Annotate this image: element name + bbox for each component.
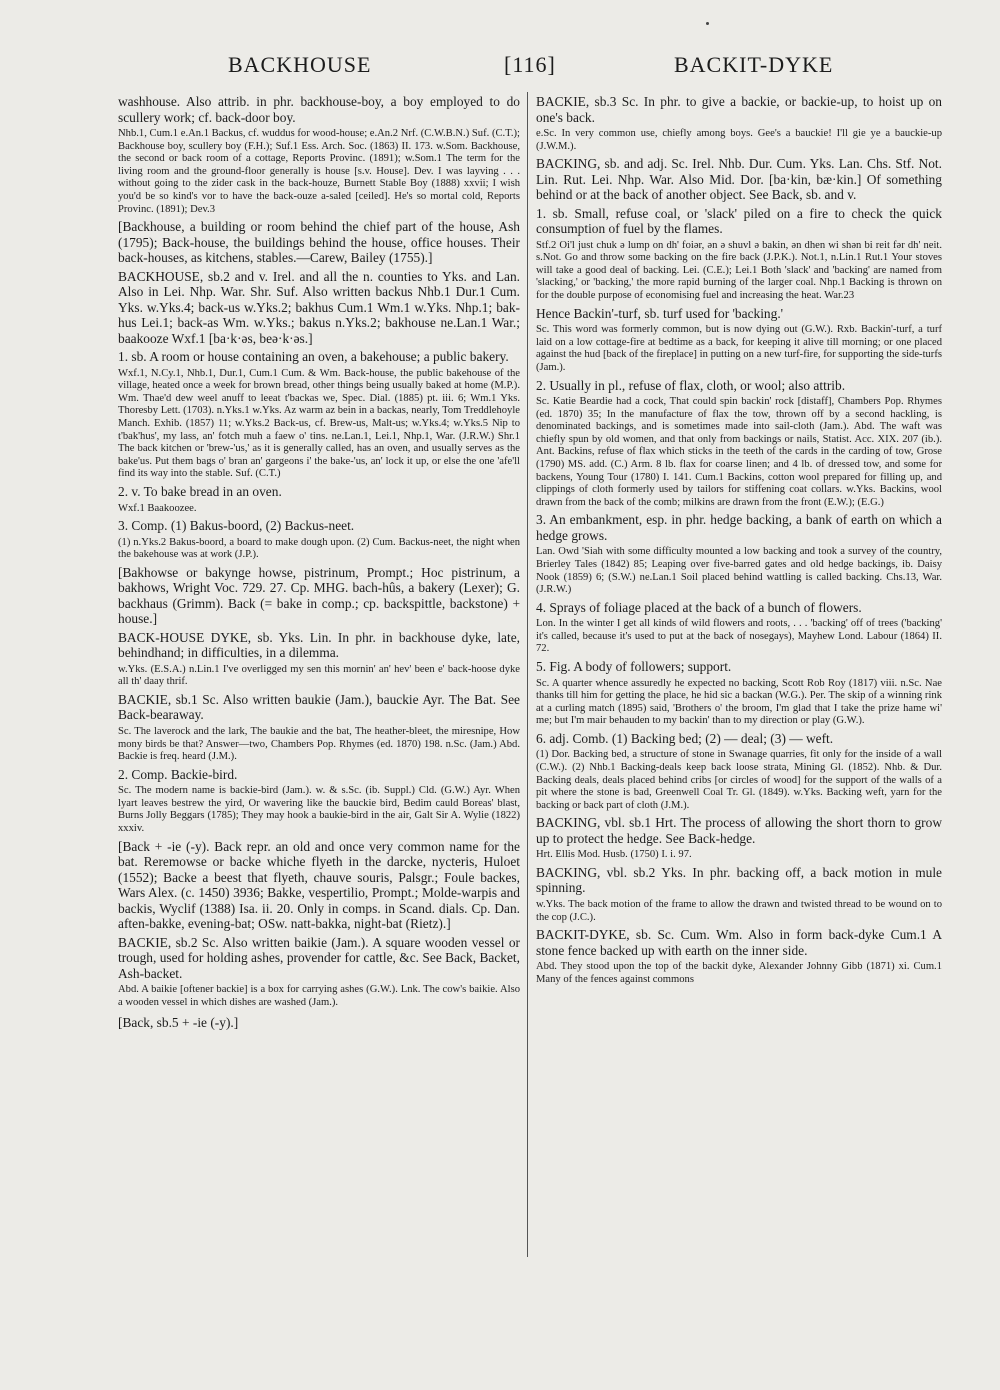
entry-paragraph: BACK-HOUSE DYKE, sb. Yks. Lin. In phr. in backhouse dyke, late, behindhand; in difficulties, in a dilemma.: [118, 629, 520, 661]
entry-paragraph: Hrt. Ellis Mod. Husb. (1750) I. i. 97.: [536, 849, 692, 861]
entry-paragraph: washhouse. Also attrib. in phr. backhouse-boy, a boy employed to do scullery work; cf. back-door boy.: [118, 94, 520, 125]
entry-paragraph: Lan. Owd 'Siah with some difficulty mounted a low backing and took a survey of the country, Brierley Tales (1842) 85; Leaping over five-barred gates and old hedge backings, ib. Daisy Nook (1859) 6; (S.W.) ne.Lan.1 Soil placed behind wattling is called backing. Chs.13, War. (J.R.W.): [536, 546, 942, 596]
entry-paragraph: Hence Backin'-turf, sb. turf used for 'backing.': [536, 305, 784, 321]
entry-paragraph: (1) n.Yks.2 Bakus-boord, a board to make dough upon. (2) Cum. Backus-neet, the night when the bakehouse was at work (J.P.).: [118, 536, 520, 561]
running-header: [100, 52, 840, 84]
entry-paragraph: e.Sc. In very common use, chiefly among boys. Gee's a bauckie! I'll gie ye a bauckie-up (J.W.M.).: [536, 128, 942, 152]
entry-paragraph: 3. Comp. (1) Bakus-boord, (2) Backus-neet.: [118, 518, 355, 534]
left-column: [118, 94, 520, 1356]
entry-paragraph: Lon. In the winter I get all kinds of wild flowers and roots, . . . 'backing' off of trees ('backing' it's called, because it's used to put at the back of nosegays), Mayhew Lond. Labour (1864) II. 72.: [536, 618, 942, 655]
entry-paragraph: 1. sb. A room or house containing an oven, a bakehouse; a public bakery.: [118, 349, 509, 365]
entry-paragraph: 3. An embankment, esp. in phr. hedge backing, a bank of earth on which a hedge grows.: [536, 512, 942, 543]
column-divider: [527, 92, 528, 1257]
entry-paragraph: Sc. This word was formerly common, but is now dying out (G.W.). Rxb. Backin'-turf, a turf laid on a low cottage-fire at bedtime as a back, for keeping it alive till morning; or one placed against the hud [back of the fireplace] in putting on a new turf-fire, for supporting the side-turfs (Jam.).: [536, 324, 942, 373]
header-last-headword: BACKIT-DYKE: [674, 52, 834, 77]
entry-paragraph: w.Yks. The back motion of the frame to allow the drawn and twisted thread to be wound on to the cop (J.C.).: [536, 898, 942, 923]
entry-paragraph: BACKIE, sb.1 Sc. Also written baukie (Jam.), bauckie Ayr. The Bat. See Back-bearaway.: [118, 691, 520, 723]
right-column: [536, 94, 942, 1356]
entry-paragraph: [Backhouse, a building or room behind the chief part of the house, Ash (1795); Back-house, the buildings behind the house, office houses. Their back-houses, as kitchens, stables.—Carew, Bailey (1755).]: [118, 219, 520, 266]
entry-paragraph: [Bakhowse or bakynge howse, pistrinum, Prompt.; Hoc pistrinum, a bakhows, Wright Voc. 729. 27. Cp. MHG. bach-hûs, a bakery (Lexer); G. backhaus (Grimm). Back (= bake in comp.; cp. backspittle, backstone) + house.]: [118, 564, 520, 627]
entry-paragraph: Sc. Katie Beardie had a cock, That could spin backin' rock [distaff], Chambers Pop. Rhymes (ed. 1870) 35; In the manufacture of flax the tow, thrown off by a second hackling, is denominated backings, and is sometimes made into sail-cloth (Jam.). Abd. The waft was chiefly spun by old women, and that only from backings or nails, Statist. Acc. XIX. 207 (ib.). Ant. Backins, refuse of flax which sticks in the teeth of the cards in the carding of tow, Grose (1790) MS. add. (C.) Arm. 8 lb. flax for coarse linen; and 4 lb. of dressed tow, and some for backens, Young Tour (1780) I. 141. Cum.1 Backins, cotton wool prepared for filling up, and clippings of cloth formerly used by tailors for stiffening coat collars. w.Yks. Backins, wool drawn from the back of the comb; milkins are drawn from the front (E.W.); (E.G.): [536, 396, 942, 508]
entry-paragraph: Nhb.1, Cum.1 e.An.1 Backus, cf. wuddus for wood-house; e.An.2 Nrf. (C.W.B.N.) Suf. (C.T.); Backhouse boy, scullery boy (F.H.); Suf.1 Ess. Arch. Soc. (1863) II. 173. w.Som. Backhouse, the second or back room of a cottage, Reports Provinc. (1891); w.Som.1 The term for the living room and the ground-floor generally is house [s.v. House]. Dev. I was layving . . . without going to the zider cask in the back-houze, Burnett Stable Boy (1888) xxvii; I wish you'd be so kind's vor to have the back-ouze a-saled [ceiled]. He's so mortal cold, Reports Provinc. (1891); Dev.3: [118, 128, 520, 215]
entry-paragraph: w.Yks. (E.S.A.) n.Lin.1 I've overligged my sen this mornin' an' hev' been e' back-hoose dyke all th' daay thrif.: [118, 663, 520, 688]
page-number: [116]: [504, 52, 556, 77]
entry-paragraph: Wxf.1 Baakoozee.: [118, 502, 197, 514]
etymology-note: [Back, sb.5 + -ie (-y).]: [118, 1015, 239, 1031]
header-first-headword: BACKHOUSE: [228, 52, 372, 77]
entry-paragraph: 5. Fig. A body of followers; support.: [536, 659, 732, 675]
entry-paragraph: 2. Usually in pl., refuse of flax, cloth, or wool; also attrib.: [536, 377, 846, 393]
entry-paragraph: 2. Comp. Backie-bird.: [118, 766, 238, 782]
entry-paragraph: Sc. A quarter whence assuredly he expected no backing, Scott Rob Roy (1817) viii. n.Sc. Nae thanks till him for getting the place, he hid sic a backan (W.G.). Per. The skip of a winning rink at a curling match (1895) said, 'Brothers o' the broom, I'm glad that I take the prize hame wi' me; but I'm mair behauden to my backin' than to my direction or play (G.W.).: [536, 677, 942, 727]
entry-paragraph: Abd. A baikie [oftener backie] is a box for carrying ashes (G.W.). Lnk. The cow's baikie. Also a wooden vessel in which dishes are washed (Jam.).: [118, 984, 520, 1008]
entry-paragraph: BACKIE, sb.2 Sc. Also written baikie (Jam.). A square wooden vessel or trough, used for holding ashes, provender for cattle, &c. See Back, Backet, Ash-backet.: [118, 934, 520, 981]
entry-paragraph: Abd. They stood upon the top of the backit dyke, Alexander Johnny Gibb (1871) xi. Cum.1 Many of the fences against commons: [536, 961, 942, 985]
entry-paragraph: Sc. The modern name is backie-bird (Jam.). w. & s.Sc. (ib. Suppl.) Cld. (G.W.) Ayr. When lyart leaves bestrew the yird, Or wavering like the bauckie bird, Bedim cauld Boreas' blast, Burns Jolly Beggars (1785); They may hook a baukie-bird in the air, Galt Sir A. Wylie (1822) xxxiv.: [118, 785, 520, 835]
entry-paragraph: [Back + -ie (-y). Back repr. an old and once very common name for the bat. Reremowse or backe whiche flyeth in the darcke, nycteris, Huloet (1552); Backe a beest that flyeth, chauve souris, Palsgr.; Foule backes, Wars Alex. (c. 1450) 3936; Bakke, vespertilio, Prompt.; Molde-warpis and backis, Wyclif (1388) Isa. ii. 20. Only in comps. in Scand. dials. Cp. Dan. aften-bakke, evening-bat; OSw. natt-bakka, night-bat (Rietz).]: [118, 838, 520, 932]
entry-paragraph: 2. v. To bake bread in an oven.: [118, 484, 282, 499]
entry-paragraph: Sc. The laverock and the lark, The baukie and the bat, The heather-bleet, the miresnipe, How mony birds be that? Answer—two, Chambers Pop. Rhymes (ed. 1870) 198. n.Sc. (Jam.) Abd. Backie is freq. heard (J.M.).: [118, 725, 520, 763]
entry-paragraph: BACKIE, sb.3 Sc. In phr. to give a backie, or backie-up, to hoist up on one's back.: [536, 94, 942, 125]
entry-paragraph: BACKING, vbl. sb.1 Hrt. The process of allowing the short thorn to grow up to protect the hedge. See Back-hedge.: [536, 815, 942, 846]
entry-paragraph: 1. sb. Small, refuse coal, or 'slack' piled on a fire to check the quick consumption of fuel by the flames.: [536, 205, 942, 237]
entry-paragraph: BACKHOUSE, sb.2 and v. Irel. and all the n. counties to Yks. and Lan. Also in Lei. Nhp. War. Shr. Suf. Also written backus Nhb.1 Dur.1 Cum. Yks. w.Yks.4; back-us w.Yks.2; bakhus Cum.1 Wm.1 w.Yks. Nhp.1; bak-hus Lei.1; back-as Wm. w.Yks.; bakus n.Yks.2; bakhouse ne.Lan.1 War.; baakooze Wxf.1 [ba·k·əs, beə·k·əs.]: [118, 268, 520, 346]
entry-paragraph: BACKIT-DYKE, sb. Sc. Cum. Wm. Also in form back-dyke Cum.1 A stone fence backed up with earth on the inner side.: [536, 927, 942, 958]
entry-paragraph: Stf.2 Oi'l just chuk ə lump on dh' foiər, ən ə shuvl ə bakin, ən dhen wi shən bi reit fər dh' neit. s.Not. Go and throw some backing on the fire back (J.P.K.). Not.1, n.Lin.1 Rut.1 Your stoves will take a good deal of backing. Lei. (C.E.); Lei.1 Both 'slack' and 'backing' are named from 'slacking,' or 'backing,' the more rapid burning of the larger coal. Nhp.1 Backing is thrown on for the double purpose of economising fuel and increasing the heat. War.23: [536, 239, 942, 302]
entry-paragraph: Wxf.1, N.Cy.1, Nhb.1, Dur.1, Cum.1 Cum. & Wm. Back-house, the public bakehouse of the village, heated once a week for brown bread, other things being usually baked at home (M.P.). Wm. Thae'd dew weel anuff to leeat t'backas we, Spec. Dial. (1885) pt. iii. 6; Wm.1 Yks. Thoresby Lett. (1703). n.Yks.1 w.Yks. Az warm az bein in a backas, nearly, Tom Treddlehoyle Manch. Exhib. (1857) 11; w.Yks.2 Back-us, cf. Brew-us, Malt-us; w.Yks.4; w.Yks.5 Nip to t'bak'hus', my lass, an' fotch muh a faew o' tins. ne.Lan.1, Lei.1, Nhp.1, War. (J.R.W.) Shr.1 The back kitchen or 'brew-'us,' as it is generally called, has an oven, and usually serves as the bake'us. Put them bags o' bran an' gargeons i' the bake-'us, an' lock it up, or else the one 'afe'll find its way into the stable. Suf. (C.T.): [118, 367, 520, 480]
entry-paragraph: 6. adj. Comb. (1) Backing bed; (2) — deal; (3) — weft.: [536, 730, 834, 746]
ink-spot: [706, 22, 709, 25]
entry-paragraph: BACKING, vbl. sb.2 Yks. In phr. backing off, a back motion in mule spinning.: [536, 864, 942, 896]
entry-paragraph: (1) Dor. Backing bed, a structure of stone in Swanage quarries, fit only for the inside of a wall (C.W.). (2) Nhb.1 Backing-deals keep back loose strata, Mining Gl. (1852). Nhb. & Dur. Backing deals, deals placed behind cribs [or circles of wood] for the support of the walls of a pit where the stone is bad, Greenwell Coal Tr. Gl. (1849). w.Yks. Backing weft, yarn for the backing or back part of cloth (J.M.).: [536, 749, 942, 811]
entry-paragraph: 4. Sprays of foliage placed at the back of a bunch of flowers.: [536, 599, 862, 615]
entry-paragraph: BACKING, sb. and adj. Sc. Irel. Nhb. Dur. Cum. Yks. Lan. Chs. Stf. Not. Lin. Rut. Lei. Nhp. War. Also Mid. Dor. [ba·kin, bæ·kin.] Of something behind or at the back of another object. See Back, sb. and v.: [536, 156, 942, 203]
